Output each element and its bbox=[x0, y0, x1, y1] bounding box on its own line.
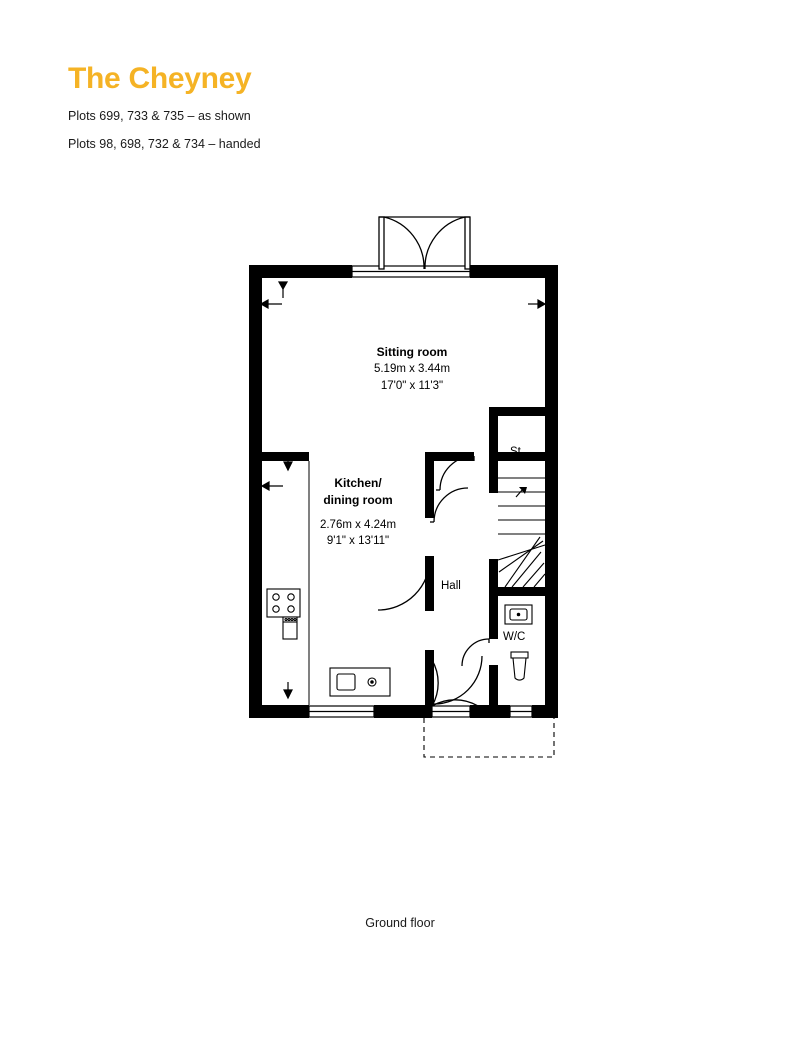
french-doors-top bbox=[379, 217, 470, 269]
kitchen-name-line-1: Kitchen/ bbox=[334, 476, 382, 490]
toilet-icon bbox=[511, 652, 528, 680]
kitchen-dim-imperial: 9'1" x 13'11" bbox=[326, 535, 390, 548]
sitting-room-dim-imperial: 17'0" x 11'3" bbox=[380, 380, 444, 393]
wc-basin-icon bbox=[505, 605, 532, 624]
kitchen-dim-metric: 2.76m x 4.24m bbox=[319, 518, 397, 531]
room-label-store: St bbox=[510, 446, 521, 458]
room-label-kitchen-dining bbox=[294, 475, 422, 550]
room-label-hall: Hall bbox=[441, 580, 461, 592]
plots-handed-text: Plots 98, 698, 732 & 734 – handed bbox=[68, 137, 261, 151]
staircase-icon bbox=[498, 461, 545, 587]
kitchen-name-line-2: dining room bbox=[323, 493, 393, 508]
plots-as-shown-text: Plots 699, 733 & 735 – as shown bbox=[68, 109, 251, 123]
sitting-room-dim-metric: 5.19m x 3.44m bbox=[373, 363, 451, 376]
hob-icon bbox=[267, 589, 300, 639]
page-title: The Cheyney bbox=[68, 62, 252, 95]
floor-caption: Ground floor bbox=[365, 916, 435, 930]
sitting-room-name: Sitting room bbox=[376, 345, 448, 359]
kitchen-sink-icon bbox=[330, 668, 390, 696]
front-door-swing bbox=[434, 656, 482, 704]
room-label-wc: W/C bbox=[503, 631, 526, 643]
room-label-sitting-room bbox=[336, 344, 488, 395]
porch-outline-dashed bbox=[424, 718, 554, 757]
